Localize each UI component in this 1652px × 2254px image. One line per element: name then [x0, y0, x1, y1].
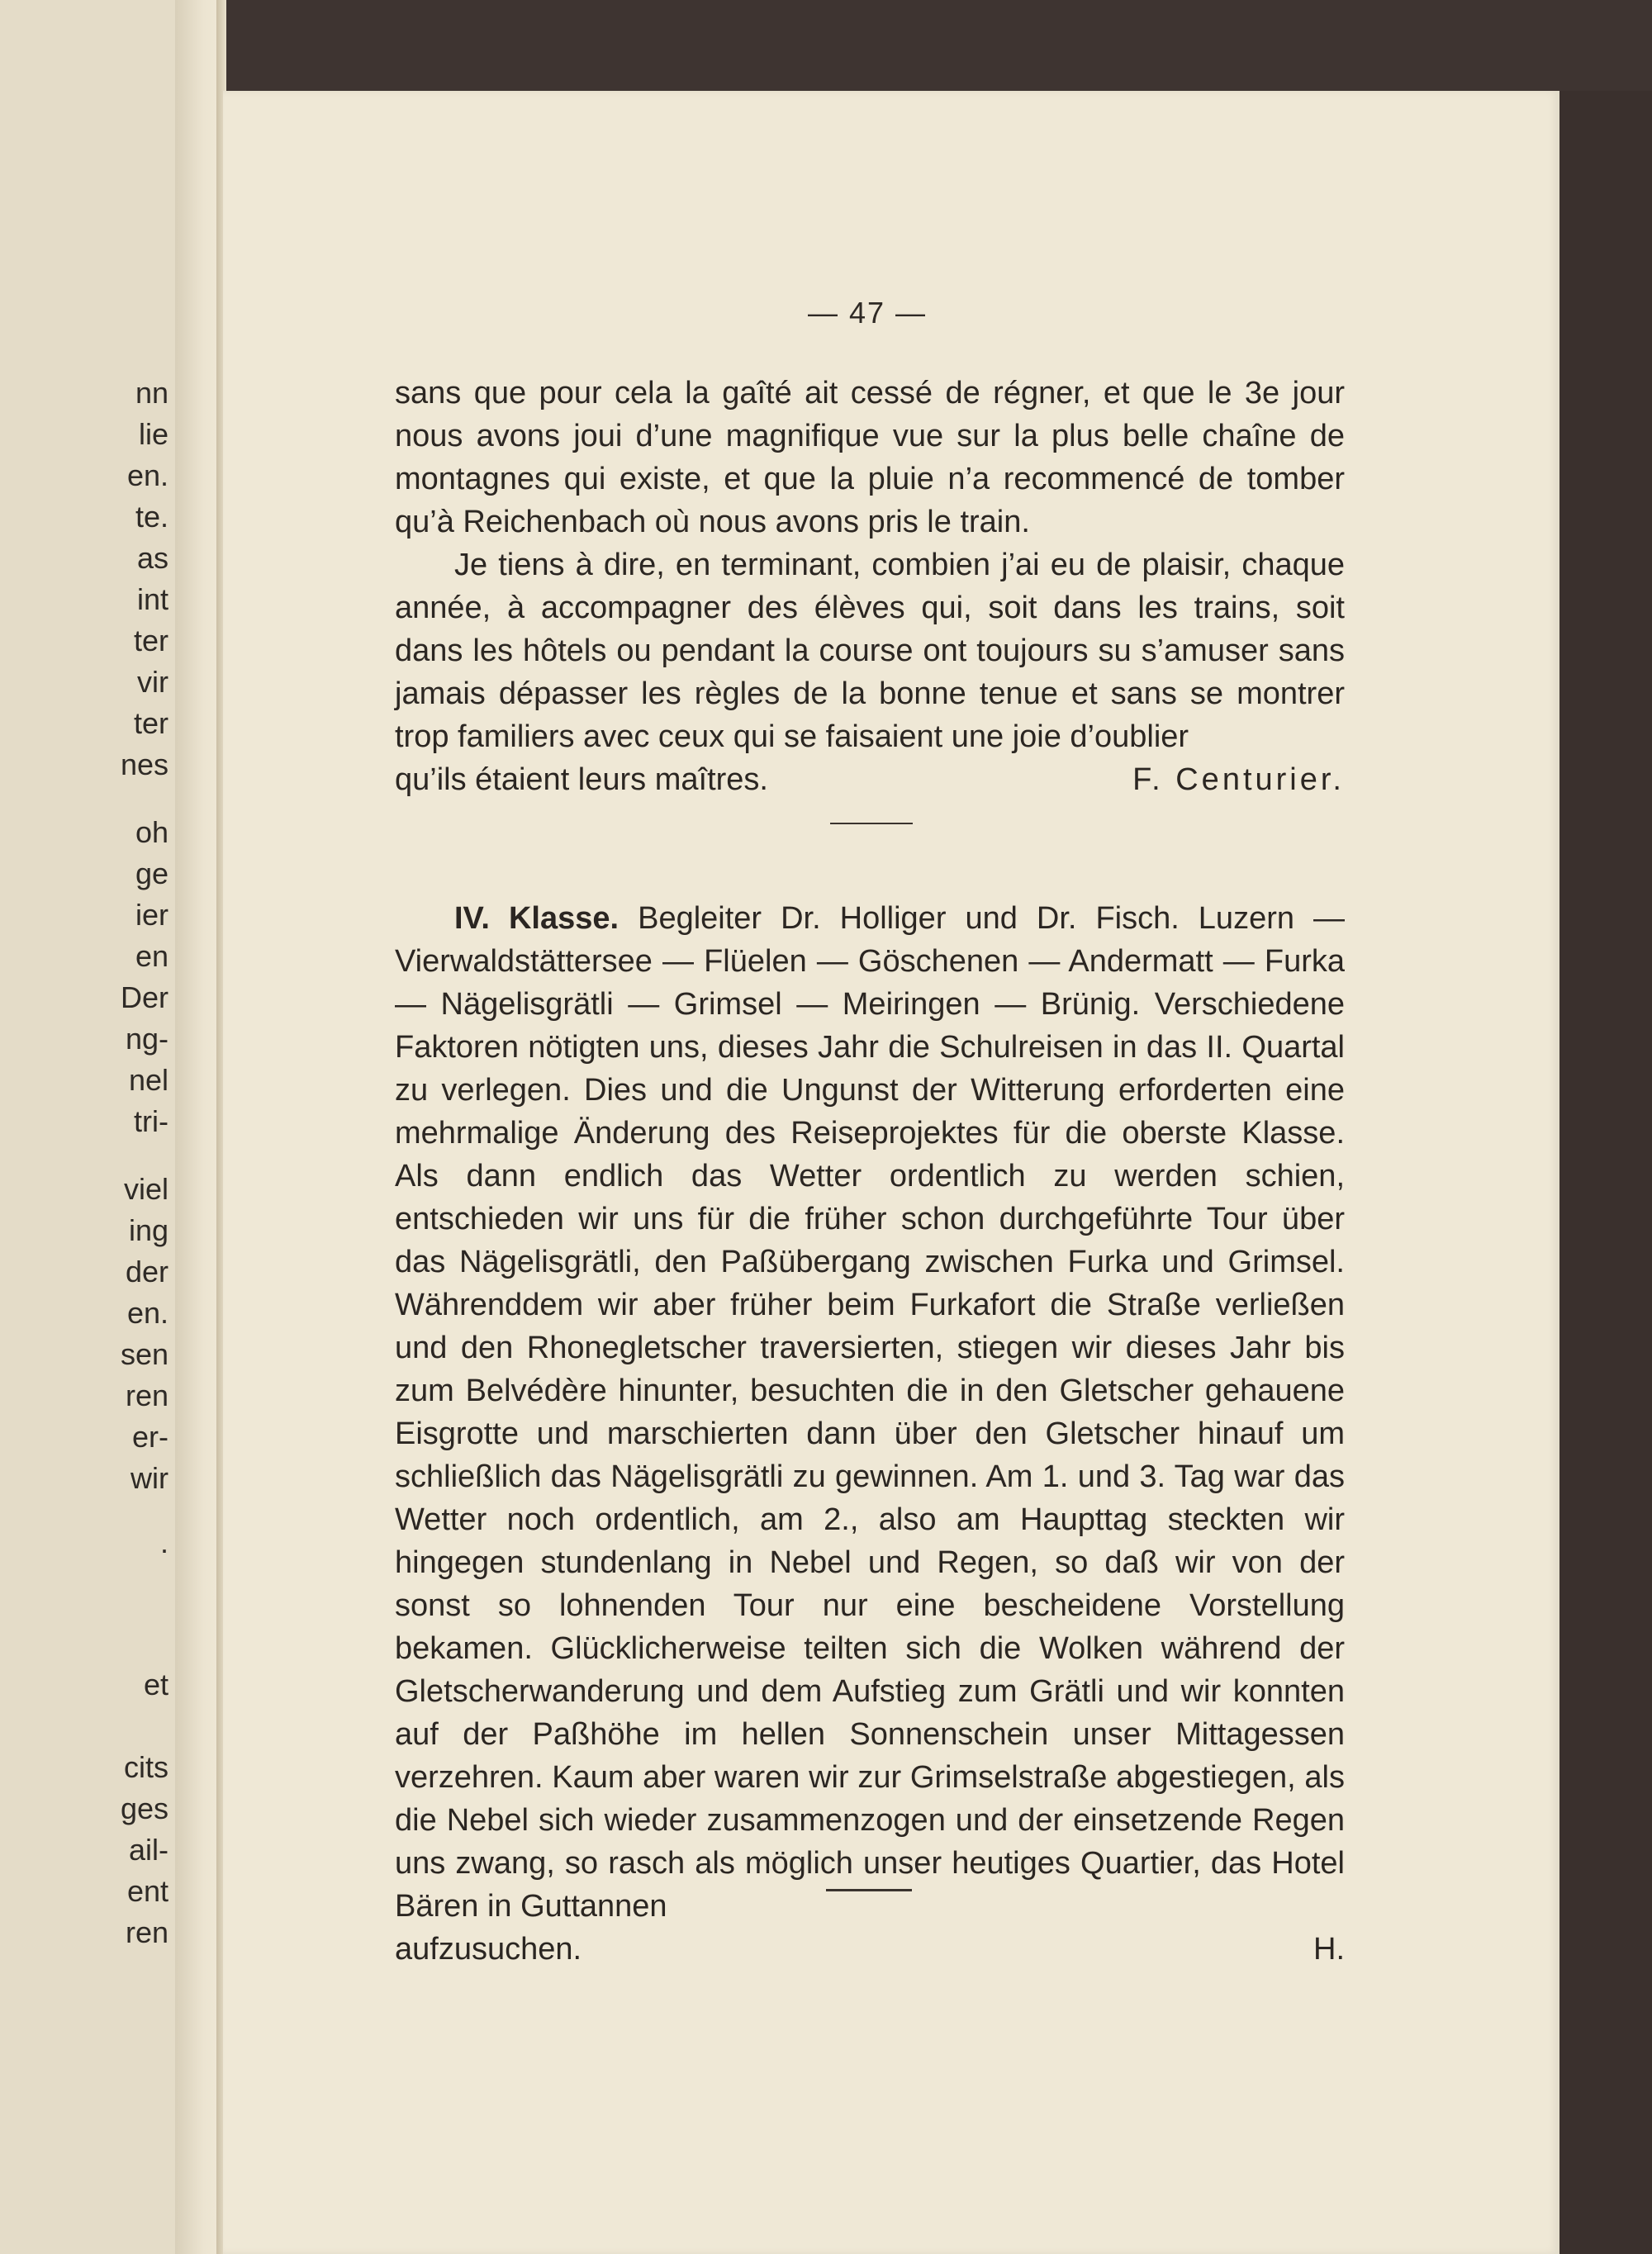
french-closing-line	[395, 758, 1345, 801]
left-page-line: ier	[135, 898, 169, 932]
left-page-line: vir	[137, 665, 169, 699]
french-paragraph-2: Je tiens à dire, en terminant, combien j’ai eu de plaisir, chaque année, à accompagner des élèves qui, soit dans les trains, soit dans les hôtels ou pendant la course ont toujours su s’amuser sans jamais dépasser les règles de la bonne tenue et sans se montrer trop familiers avec ceux qui se faisaient une joie d’oublier	[395, 548, 1345, 754]
french-signature: F. Centurier.	[1132, 762, 1345, 797]
page-number: — 47 —	[807, 296, 928, 330]
german-signature: H.	[1313, 1932, 1345, 1967]
book-background-top	[223, 0, 1652, 91]
left-page-line: ing	[128, 1213, 169, 1247]
left-page-line: oh	[135, 815, 169, 849]
left-page-line: Der	[120, 980, 169, 1014]
left-page-line: tri-	[134, 1104, 169, 1138]
book-background-right	[1559, 91, 1652, 2254]
left-page-line: ter	[133, 624, 169, 657]
left-page-line: er-	[132, 1420, 169, 1454]
left-page-line: cits	[124, 1750, 169, 1784]
german-section	[395, 897, 1345, 1971]
left-page-line: en.	[126, 458, 169, 492]
left-page	[0, 0, 175, 2254]
left-page-line: ent	[126, 1874, 169, 1908]
left-page-line: .	[159, 1526, 169, 1559]
german-paragraph	[395, 897, 1345, 1928]
left-page-line: et	[143, 1668, 169, 1701]
left-page-line: viel	[123, 1172, 169, 1206]
left-page-line: ren	[125, 1915, 169, 1949]
left-page-line: ail-	[128, 1833, 169, 1867]
left-page-line: ng-	[125, 1022, 169, 1056]
left-page-line: wir	[131, 1461, 169, 1495]
left-page-line: nes	[120, 747, 169, 781]
french-last-line: qu’ils étaient leurs maîtres.	[395, 762, 768, 797]
left-page-line: en.	[126, 1296, 169, 1330]
left-page-line: lie	[138, 417, 169, 451]
left-page-line: te.	[135, 500, 169, 534]
german-last-line: aufzusuchen.	[395, 1932, 582, 1967]
left-page-line: int	[136, 582, 169, 616]
french-section	[395, 372, 1345, 801]
left-page-line: nn	[135, 376, 169, 410]
left-page-line: sen	[120, 1337, 169, 1371]
french-paragraph-1: sans que pour cela la gaîté ait cessé de régner, et que le 3e jour nous avons joui d’une magnifique vue sur la plus belle chaîne de montagnes qui existe, et que la pluie n’a recommencé de tomber qu’à Reichenbach où nous avons pris le train.	[395, 376, 1345, 539]
german-body: Begleiter Dr. Holliger und Dr. Fisch. Luzern — Vierwaldstättersee — Flüelen — Göschenen — Andermatt — Furka — Nägelisgrätli — Grimsel — Meiringen — Brünig. Verschiedene Faktoren nötigten uns, dieses Jahr die Schulreisen in das II. Quartal zu verlegen. Dies und die Ungunst der Witterung erforderten eine mehrmalige Änderung des Reiseprojektes für die oberste Klasse. Als dann endlich das Wetter ordentlich zu werden schien, entschieden wir uns für die früher schon durchgeführte Tour über das Nägelisgrätli, den Paßübergang zwischen Furka und Grimsel. Währenddem wir aber früher beim Furkafort die Straße verließen und den Rhonegletscher traversierten, stiegen wir dieses Jahr bis zum Belvédère hinunter, besuchten die in den Gletscher gehauene Eisgrotte und marschierten dann über den Gletscher hinauf um schließlich das Nägelisgrätli zu gewinnen. Am 1. und 3. Tag war das Wetter noch ordentlich, am 2., also am Haupttag steckten wir hingegen stundenlang in Nebel und Regen, so daß wir von der sonst so lohnenden Tour nur eine bescheidene Vorstellung bekamen. Glücklicherweise teilten sich die Wolken während der Gletscherwanderung und dem Aufstieg zum Grätli und wir konnten auf der Paßhöhe im hellen Sonnenschein unser Mittagessen verzehren. Kaum aber waren wir zur Grimselstraße abgestiegen, als die Nebel sich wieder zusammenzogen und der einsetzende Regen uns zwang, so rasch als möglich unser heutiges Quartier, das Hotel Bären in Guttannen	[395, 901, 1345, 1924]
class-heading: IV. Klasse.	[454, 901, 620, 936]
left-page-line: ren	[125, 1378, 169, 1412]
left-page-line: nel	[128, 1063, 169, 1097]
left-page-line: ge	[135, 857, 169, 890]
german-closing-line	[395, 1928, 1345, 1971]
left-page-line: der	[125, 1255, 169, 1288]
left-page-line: en	[135, 939, 169, 973]
left-page-line: ges	[120, 1791, 169, 1825]
section-divider	[830, 823, 913, 824]
end-divider	[826, 1889, 912, 1891]
left-page-line: ter	[133, 706, 169, 740]
left-page-line: as	[136, 541, 169, 575]
